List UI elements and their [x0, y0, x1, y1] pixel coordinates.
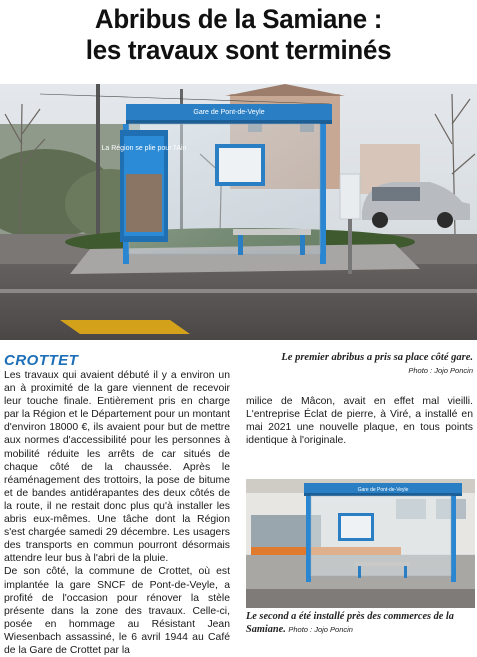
headline-line-2: les travaux sont terminés — [85, 35, 392, 65]
main-photo-poster-text: La Région se plie pour l'Ain — [101, 145, 187, 152]
second-photo-sign-text: Gare de Pont-de-Veyle — [357, 487, 409, 493]
section-kicker: CROTTET — [4, 352, 79, 369]
article-paragraph-3: milice de Mâcon, avait en effet mal vieilli. L'entreprise Éclat de pierre, à Viré, a installé en mai 2021 une nouvelle plaque, en tous points identique à l'originale. — [246, 396, 473, 447]
main-photo-credit: Photo : Jojo Poncin — [408, 366, 473, 375]
article-column-1 — [4, 369, 230, 657]
headline — [10, 4, 468, 66]
second-photo-caption-text: Le second a été installé près des commerces de la Samiane. — [246, 611, 454, 635]
second-photo — [246, 479, 475, 608]
article-paragraph-2: De son côté, la commune de Crottet, où est implantée la gare SNCF de Pont-de-Veyle, a profité de l'occasion pour rénover la stèle présente dans la zone des travaux. Celle-ci, posée en hommage au Résistant Jean Wiesenbach assassiné, le 6 avril 1944 au Café de la Gare de Crottet par la — [4, 566, 230, 656]
main-photo — [0, 84, 477, 340]
main-photo-caption — [243, 351, 473, 377]
article-paragraph-1: Les travaux qui avaient débuté il y a environ un an à proximité de la gare viennent de recevoir leur touche finale. Entièrement pris en charge par la Région et le Département pour un montant d'environ 18000 €, ils avaient pour but de mettre aux normes d'accessibilité pour les personnes à mobilité réduite les arrêts de car situés de chaque côté de la chaussée. Après le réaménagement des trottoirs, la pose de bitume et de bandes antidérapantes des deux côtés de la route, il ne restait donc plus qu'à installer les abris eux-mêmes. Une tâche dont la Région s'est chargée samedi 29 décembre. Les usagers des transports en commun pourront désormais attendre leur bus à l'abri de la pluie. — [4, 370, 230, 565]
article-column-2 — [246, 395, 473, 447]
headline-line-1: Abribus de la Samiane : — [94, 4, 383, 34]
main-photo-sign-text: Gare de Pont-de-Veyle — [193, 109, 265, 116]
second-photo-caption — [246, 611, 475, 636]
main-photo-caption-text: Le premier abribus a pris sa place côté gare. — [281, 352, 473, 363]
second-photo-credit: Photo : Jojo Poncin — [288, 624, 353, 634]
